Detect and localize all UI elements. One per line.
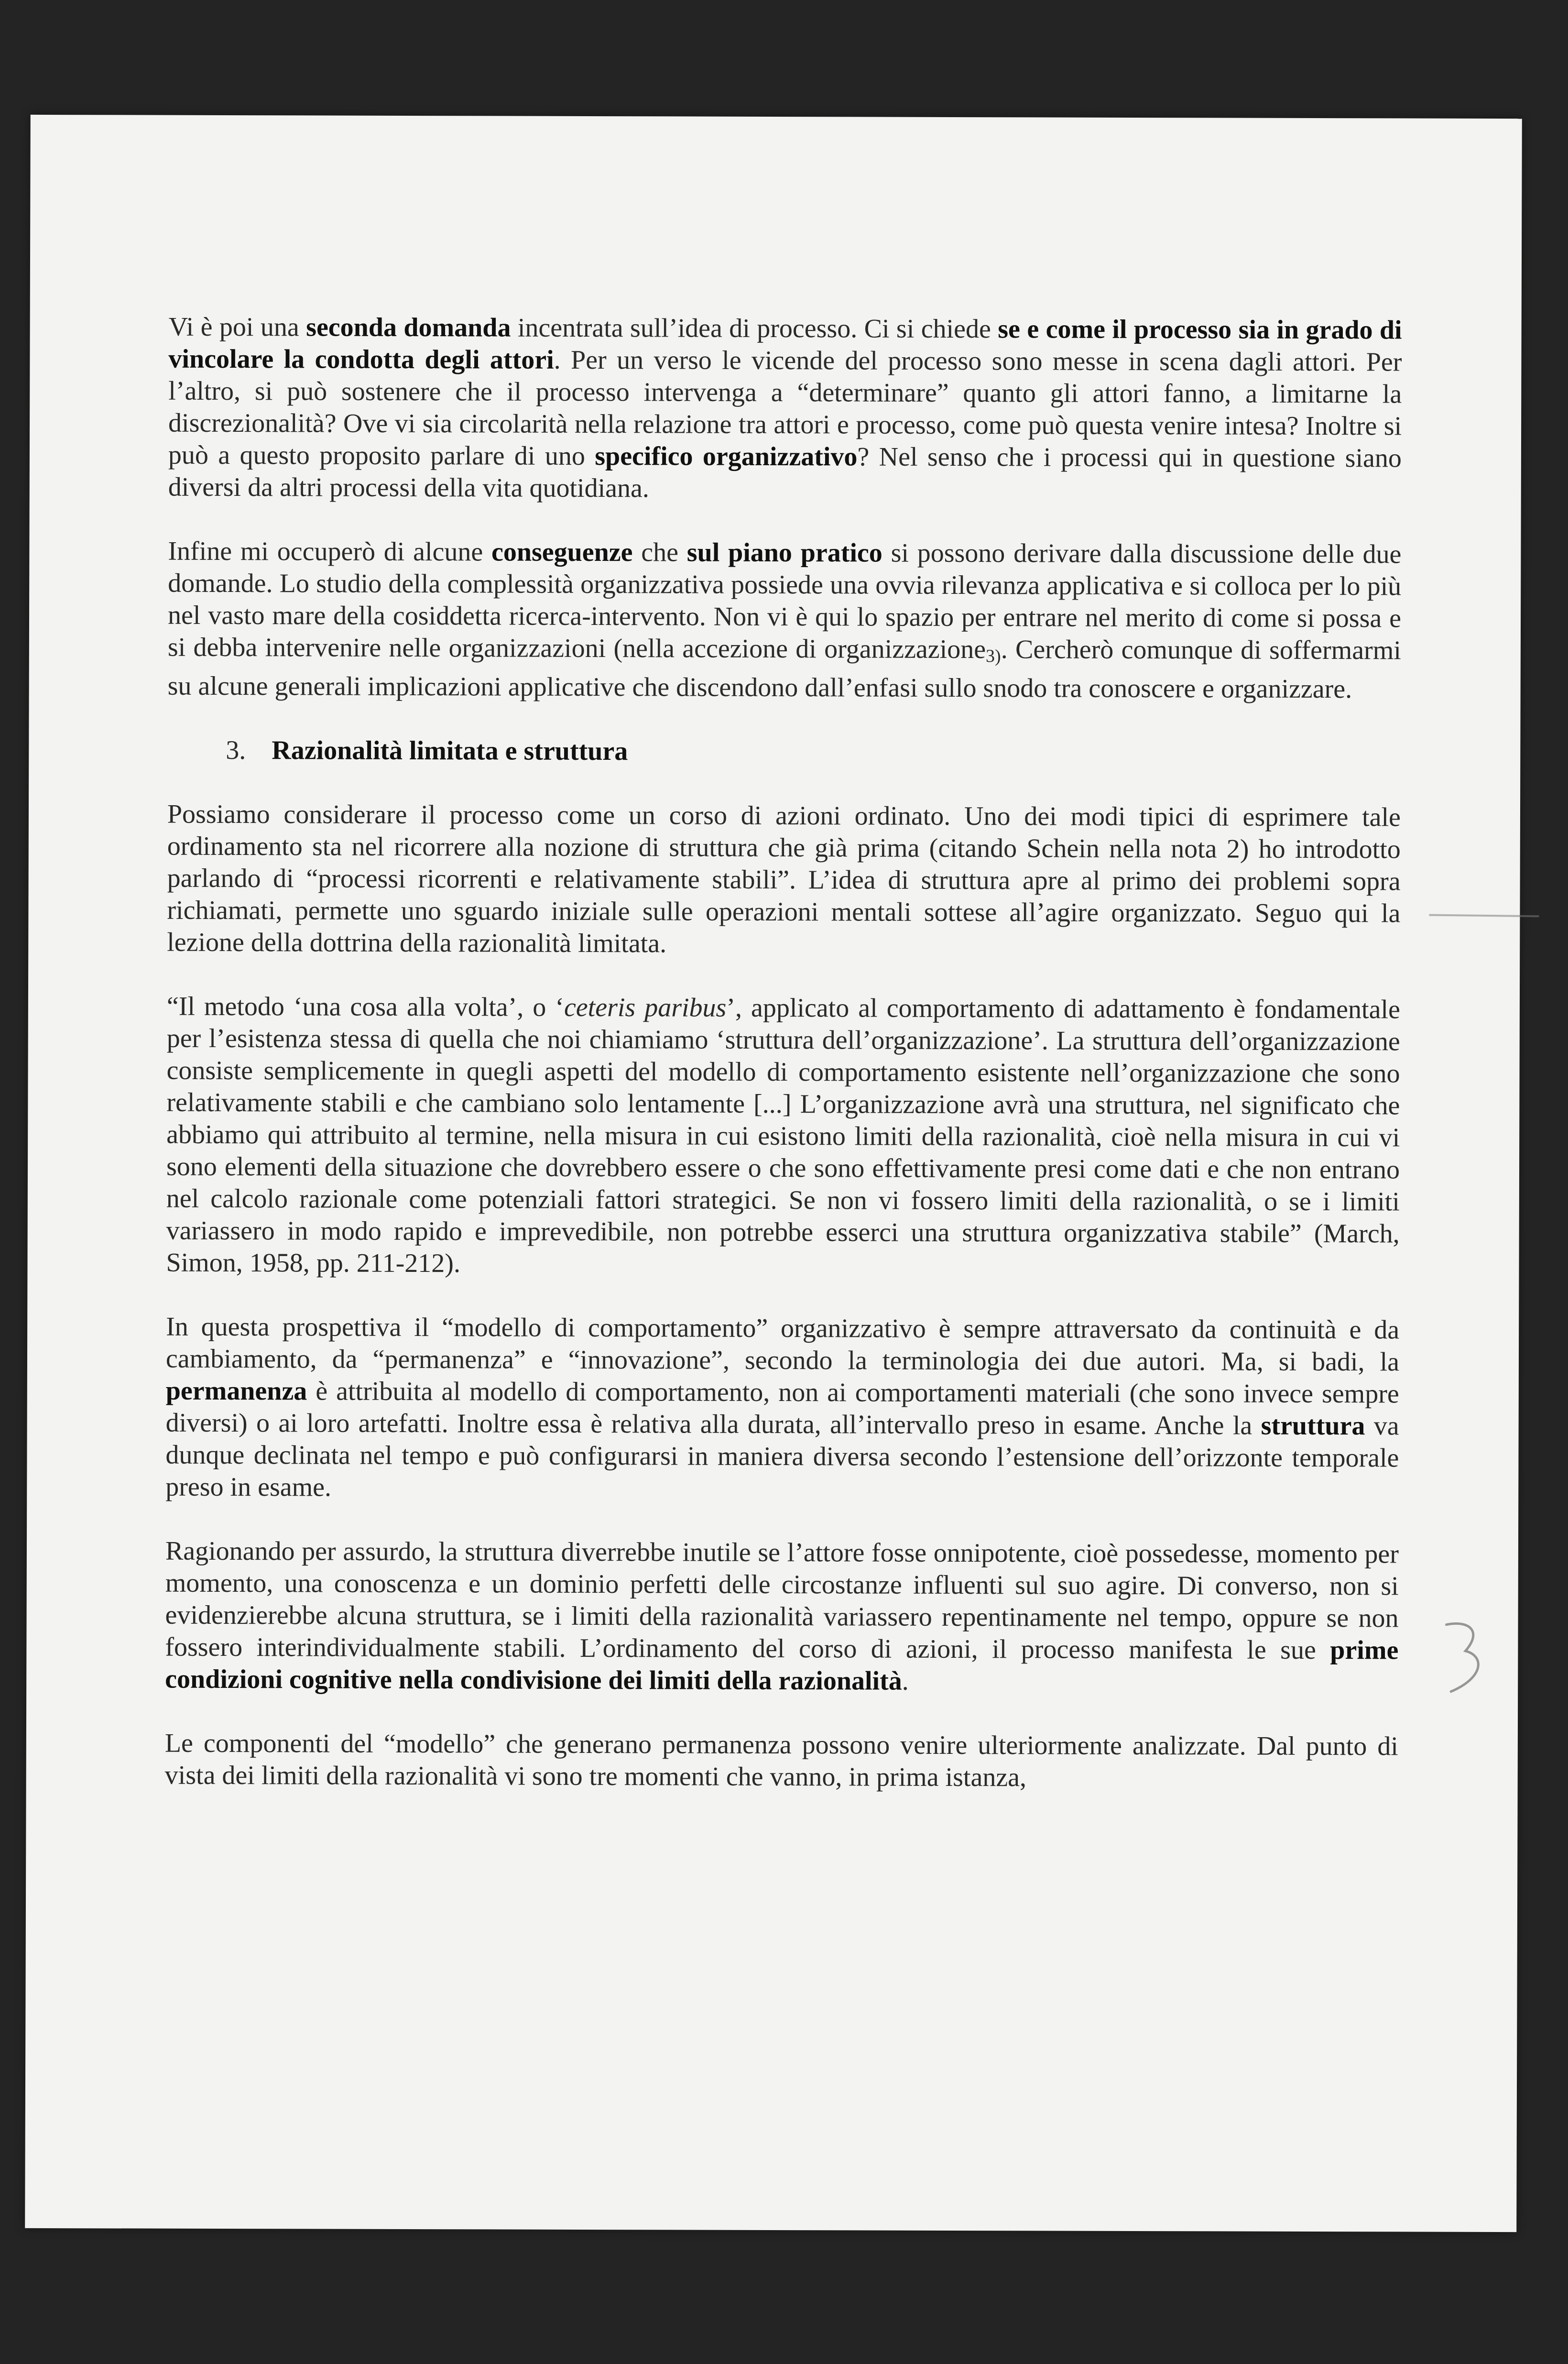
text-run: si possono derivare dalla discussione delle due domande. Lo studio della complessità organizzativa possiede una ovvia rilevanza applicativa e si colloca per lo più nel vasto mare della cosiddetta ricerca-intervento. Non vi è qui lo spazio per entrare nel merito di come si possa e si debba intervenire nelle organizzazioni (nella accezione di organizzazione [167, 538, 1402, 665]
text-run: va dunque declinata nel tempo e può configurarsi in maniera diversa secondo l’estensione dell’orizzonte temporale preso in esame. [165, 1411, 1399, 1502]
handwritten-mark [1437, 1615, 1494, 1696]
bold-run: se e come il processo sia in grado di vincolare la condotta degli attori [168, 314, 1402, 375]
paragraph-permanence [165, 1311, 1399, 1507]
bold-run: sul piano pratico [686, 537, 882, 568]
paragraph-absurd [165, 1535, 1399, 1699]
text-run: Le componenti del “modello” che generano permanenza possono venire ulteriormente analizzate. Dal punto di vista dei limiti della razionalità vi sono tre momenti che vanno, in prima istanza, [164, 1728, 1398, 1793]
bold-run: specifico organizzativo [595, 441, 858, 472]
text-run: . Per un verso le vicende del processo sono messe in scena dagli attori. Per l’altro, si può sostenere che il processo intervenga a “determinare” quanto gli attori fanno, a limitarne la discrezionalità? Ove vi sia circolarità nella relazione tra attori e processo, come può questa venire intesa? Inoltre si può a questo proposito parlare di uno [168, 345, 1402, 471]
text-run: Infine mi occuperò di alcune [168, 536, 492, 567]
pencil-stroke [1429, 914, 1539, 918]
bold-run: seconda domanda [306, 312, 511, 343]
section-heading [167, 734, 1401, 770]
text-run: incentrata sull’idea di processo. Ci si chiede [511, 313, 998, 344]
text-run: . [902, 1666, 909, 1696]
text-run: ? Nel senso che i processi qui in questione siano diversi da altri processi della vita quotidiana. [168, 442, 1402, 503]
bold-run: conseguenze [491, 537, 633, 568]
text-run: è attribuita al modello di comportamento, non ai comportamenti materiali (che sono invece sempre diversi) o ai loro artefatti. Inoltre essa è relativa alla durata, all’intervallo preso in esame. Anche la [165, 1376, 1399, 1441]
paragraph-second-question [168, 311, 1402, 507]
text-run: che [632, 537, 687, 568]
text-run: . Cercherò comunque di soffermarmi su alcune generali implicazioni applicative che discendono dall’enfasi sullo snodo tra conoscere e organizzare. [167, 635, 1401, 704]
text-run: Ragionando per assurdo, la struttura diverrebbe inutile se l’attore fosse onnipotente, cioè possedesse, momento per momento, una conoscenza e un dominio perfetti delle circostanze influenti sul suo agire. Di converso, non si evidenzierebbe alcuna struttura, se i limiti della razionalità variassero repentinamente nel tempo, oppure se non fossero interindividualmente stabili. L’ordinamento del corso di azioni, il processo manifesta le sue [165, 1536, 1399, 1665]
paper-sheet [25, 115, 1522, 2232]
section-number: 3. [226, 735, 246, 766]
paragraph-process-order [167, 799, 1401, 962]
bold-run: struttura [1261, 1411, 1365, 1441]
text-run: Vi è poi una [168, 312, 306, 342]
italic-run: ceteris paribus [564, 992, 727, 1023]
text-run: ’, applicato al comportamento di adattamento è fondamentale per l’esistenza stessa di quella che noi chiamiamo ‘struttura dell’organizzazione’. La struttura dell’organizzazione consiste semplicemente in quegli aspetti del modello di comportamento esistente nell’organizzazione che sono relativamente stabili e che cambiano solo lentamente [...] L’organizzazione avrà una struttura, nel significato che abbiamo qui attribuito al termine, nella misura in cui esistono limiti della razionalità, cioè nella misura in cui vi sono elementi della situazione che dovrebbero essere o che sono effettivamente presi come dati e che non entrano nel calcolo razionale come potenziali fattori strategici. Se non vi fossero limiti della razionalità, o se i limiti variassero in modo rapido e imprevedibile, non potrebbe esserci una struttura organizzativa stabile” (March, Simon, 1958, pp. 211-212). [166, 993, 1400, 1279]
text-run: Possiamo considerare il processo come un corso di azioni ordinato. Uno dei modi tipici di esprimere tale ordinamento sta nel ricorrere alla nozione di struttura che già prima (citando Schein nella nota 2) ho introdotto parlando di “processi ricorrenti e relativamente stabili”. L’idea di struttura apre al primo dei problemi sopra richiamati, permette uno sguardo iniziale sulle operazioni mentali sottese all’agire organizzato. Seguo qui la lezione della dottrina della razionalità limitata. [167, 799, 1401, 959]
handwritten-mark-glyph [1437, 1615, 1494, 1696]
subscript-note: 3) [986, 646, 1001, 667]
paragraph-components [165, 1728, 1398, 1795]
paragraph-quotation [166, 991, 1400, 1282]
bold-run: permanenza [165, 1376, 307, 1406]
text-run: “Il metodo ‘una cosa alla volta’, o ‘ [166, 991, 565, 1022]
paragraph-consequences [168, 536, 1402, 706]
text-run: In questa prospettiva il “modello di comportamento” organizzativo è sempre attraversato da continuità e da cambiamento, da “permanenza” e “innovazione”, secondo la terminologia dei due autori. Ma, si badi, la [165, 1312, 1400, 1377]
section-title: Razionalità limitata e struttura [272, 735, 628, 766]
bold-run: prime condizioni cognitive nella condivisione dei limiti della razionalità [165, 1635, 1399, 1696]
page-text [164, 311, 1402, 1827]
